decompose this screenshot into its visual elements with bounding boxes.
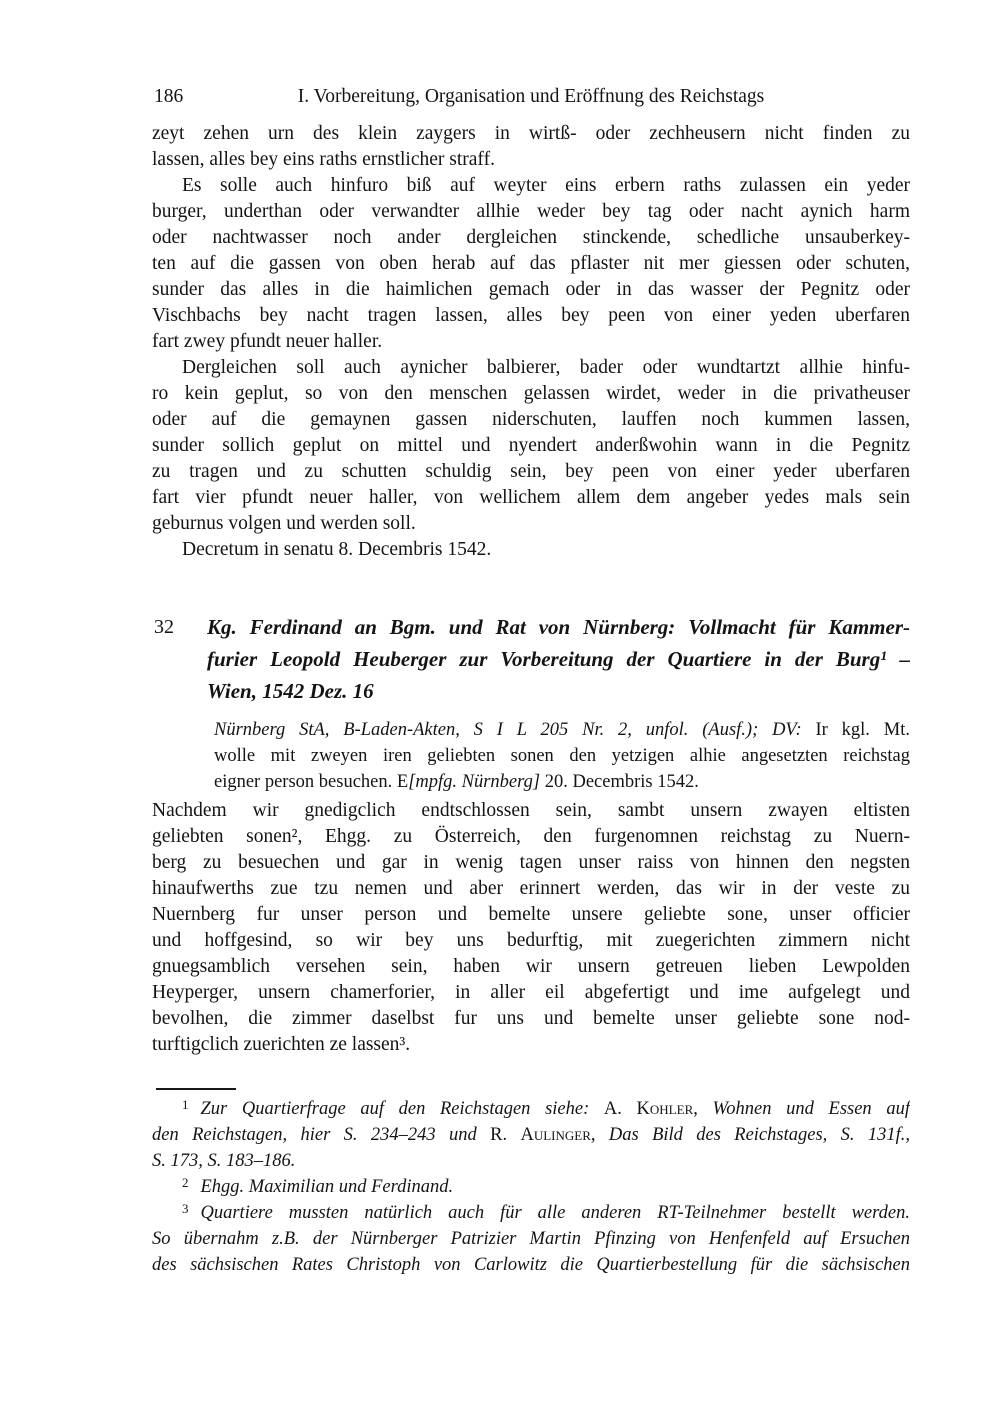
running-head: I. Vorbereitung, Organisation und Eröffnung des Reichstags	[297, 86, 765, 107]
entry-31-text	[152, 121, 910, 563]
page-number: 186	[154, 86, 184, 107]
footnote-marker: 1	[182, 1097, 189, 1112]
entry-title-line: Wien, 1542 Dez. 16	[207, 679, 374, 703]
text-line: sunder das alles in die haimlichen gemach oder in das wasser der Pegnitz oder	[152, 279, 910, 300]
footnote-separator-rule	[156, 1088, 236, 1090]
text-line: burger, underthan oder verwandter allhie weder bey tag oder nacht aynich harm	[152, 201, 910, 222]
footnotes	[152, 1096, 910, 1278]
page-header	[152, 84, 910, 110]
text-line: ten auf die gassen von oben herab auf das pflaster nit mer giessen oder schuten,	[152, 253, 910, 274]
footnote-marker: 3	[182, 1201, 189, 1216]
footnote-line: des sächsischen Rates Christoph von Carlowitz die Quartierbestellung für die sächsischen	[152, 1255, 910, 1275]
text-line: geburnus volgen und werden soll.	[152, 513, 416, 534]
text-line: zu tragen und zu schutten schuldig sein, bey peen von einer yeder uberfaren	[152, 461, 910, 482]
entry-32-heading	[152, 611, 910, 707]
decree-line: Decretum in senatu 8. Decembris 1542.	[182, 539, 492, 560]
footnote-line: So übernahm z.B. der Nürnberger Patrizier Martin Pfinzing von Henfenfeld auf Ersuchen	[152, 1229, 910, 1249]
text-line: hinaufwerths zue tzu nemen und aber erinnert werden, das wir in der veste zu	[152, 878, 910, 899]
text-line: Es solle auch hinfuro biß auf weyter eins erbern raths zulassen ein yeder	[182, 175, 910, 196]
footnote-line: 1 Zur Quartierfrage auf den Reichstagen siehe: A. Kohler, Wohnen und Essen auf	[152, 1096, 910, 1122]
source-note-line: eigner person besuchen. E[mpfg. Nürnberg] 20. Decembris 1542.	[214, 772, 699, 792]
text-line: oder nachtwasser noch ander dergleichen stinckende, schedliche unsauberkey-	[152, 227, 910, 248]
entry-32-text	[152, 798, 910, 1058]
text-line: gnuegsamblich versehen sein, haben wir unsern getreuen lieben Lewpolden	[152, 956, 910, 977]
text-line: sunder sollich geplut on mittel und nyendert anderßwohin wann in die Pegnitz	[152, 435, 910, 456]
text-line: oder auf die gemaynen gassen niderschuten, lauffen noch kummen lassen,	[152, 409, 910, 430]
footnote-line: 3 Quartiere mussten natürlich auch für alle anderen RT-Teilnehmer bestellt werden.	[152, 1200, 910, 1226]
author-name: Kohler	[636, 1099, 694, 1119]
text-line: Dergleichen soll auch aynicher balbierer, bader oder wundtartzt allhie hinfu-	[182, 357, 910, 378]
text-line: Nuernberg fur unser person und bemelte unsere geliebte sone, unser officier	[152, 904, 910, 925]
footnote-line: S. 173, S. 183–186.	[152, 1151, 296, 1171]
text-line: ro kein geplut, so von den menschen gelassen wirdet, weder in die privatheuser	[152, 383, 910, 404]
text-line: Heyperger, unsern chamerforier, in aller eil abgefertigt und ime aufgelegt und	[152, 982, 910, 1003]
text-line: bevolhen, die zimmer daselbst fur uns und bemelte unser geliebte sone nod-	[152, 1008, 910, 1029]
author-name: Aulinger	[520, 1125, 591, 1145]
entry-title-line: Kg. Ferdinand an Bgm. und Rat von Nürnberg: Vollmacht für Kammer-	[207, 615, 910, 639]
text-line: fart zwey pfundt neuer haller.	[152, 331, 383, 352]
text-line: und hoffgesind, so wir bey uns bedurftig, mit zuegerichten zimmern nicht	[152, 930, 910, 951]
text-line: turftigclich zuerichten ze lassen³.	[152, 1034, 411, 1055]
entry-number: 32	[154, 616, 174, 638]
entry-title-line: furier Leopold Heuberger zur Vorbereitung der Quartiere in der Burg¹ –	[207, 647, 910, 671]
footnote-line: 2 Ehgg. Maximilian und Ferdinand.	[152, 1174, 910, 1200]
text-line: lassen, alles bey eins raths ernstlicher straff.	[152, 149, 495, 170]
text-line: Nachdem wir gnedigclich endtschlossen sein, sambt unsern zwayen eltisten	[152, 800, 910, 821]
text-line: zeyt zehen urn des klein zaygers in wirtß- oder zechheusern nicht finden zu	[152, 123, 910, 144]
source-note	[214, 717, 910, 795]
footnote-marker: 2	[182, 1175, 189, 1190]
text-line: fart vier pfundt neuer haller, von wellichem allem dem angeber yedes mals sein	[152, 487, 910, 508]
source-note-line: Nürnberg StA, B-Laden-Akten, S I L 205 Nr. 2, unfol. (Ausf.); DV: Ir kgl. Mt.	[214, 720, 910, 740]
editorial-insertion: [mpfg. Nürnberg]	[408, 772, 541, 792]
text-line: Vischbachs bey nacht tragen lassen, alles bey peen von einer yeden uberfaren	[152, 305, 910, 326]
footnote-line: den Reichstagen, hier S. 234–243 und R. Aulinger, Das Bild des Reichstages, S. 131f.,	[152, 1125, 910, 1145]
archive-reference: Nürnberg StA, B-Laden-Akten, S I L 205 Nr. 2, unfol. (Ausf.); DV:	[214, 720, 816, 740]
text-line: geliebten sonen², Ehgg. zu Österreich, den furgenomnen reichstag zu Nuern-	[152, 826, 910, 847]
source-note-line: wolle mit zweyen iren geliebten sonen den yetzigen alhie angesetzten reichstag	[214, 746, 910, 766]
text-line: berg zu besuechen und gar in wenig tagen unser raiss von hinnen den negsten	[152, 852, 910, 873]
